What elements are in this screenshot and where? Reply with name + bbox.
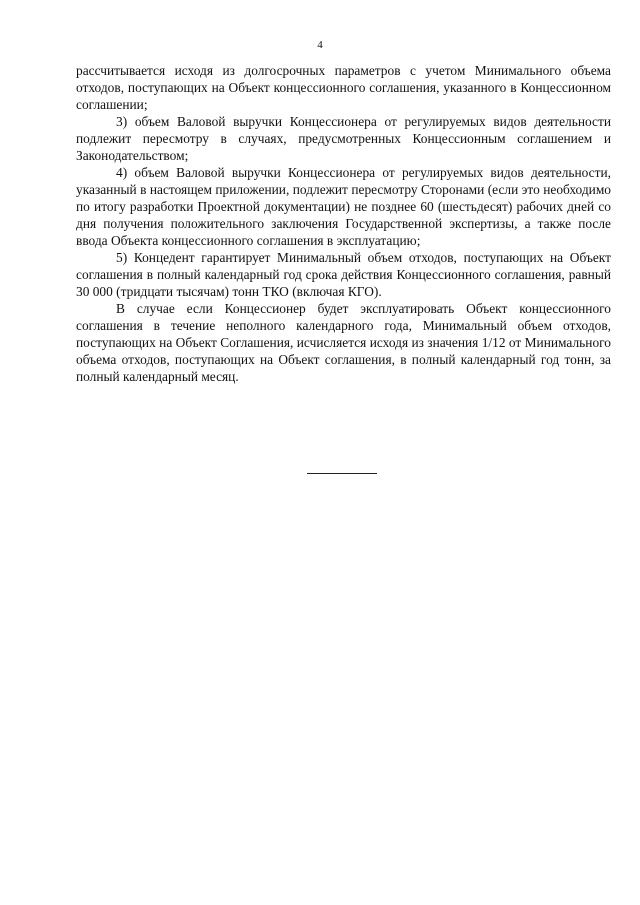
paragraph-continuation: рассчитывается исходя из долгосрочных параметров с учетом Минимального объема отходов, поступающих на Объект концессионного соглашения, указанного в Концессионном соглашении; — [76, 63, 611, 112]
paragraph-item-5: 5) Концедент гарантирует Минимальный объем отходов, поступающих на Объект соглашения в полный календарный год срока действия Концессионного соглашения, равный 30 000 (тридцати тысячам) тонн ТКО (включая КГО). — [76, 250, 611, 299]
end-of-text-divider — [307, 473, 377, 474]
document-body — [76, 62, 611, 385]
paragraph-partial-year: В случае если Концессионер будет эксплуатировать Объект концессионного соглашения в течение неполного календарного года, Минимальный объем отходов, поступающих на Объект Соглашения, исчисляется исходя из значения 1/12 от Минимального объема отходов, поступающих на Объект соглашения, в полный календарный год тонн, за полный календарный месяц. — [76, 301, 611, 384]
page-number: 4 — [317, 39, 323, 51]
paragraph-item-3: 3) объем Валовой выручки Концессионера от регулируемых видов деятельности подлежит пересмотру в случаях, предусмотренных Концессионным соглашением и Законодательством; — [76, 114, 611, 163]
paragraph-item-4: 4) объем Валовой выручки Концессионера от регулируемых видов деятельности, указанный в настоящем приложении, подлежит пересмотру Сторонами (если это необходимо по итогу разработки Проектной документации) не позднее 60 (шестьдесят) рабочих дней со дня получения положительного заключения Государственной экспертизы, а также после ввода Объекта концессионного соглашения в эксплуатацию; — [76, 165, 611, 248]
